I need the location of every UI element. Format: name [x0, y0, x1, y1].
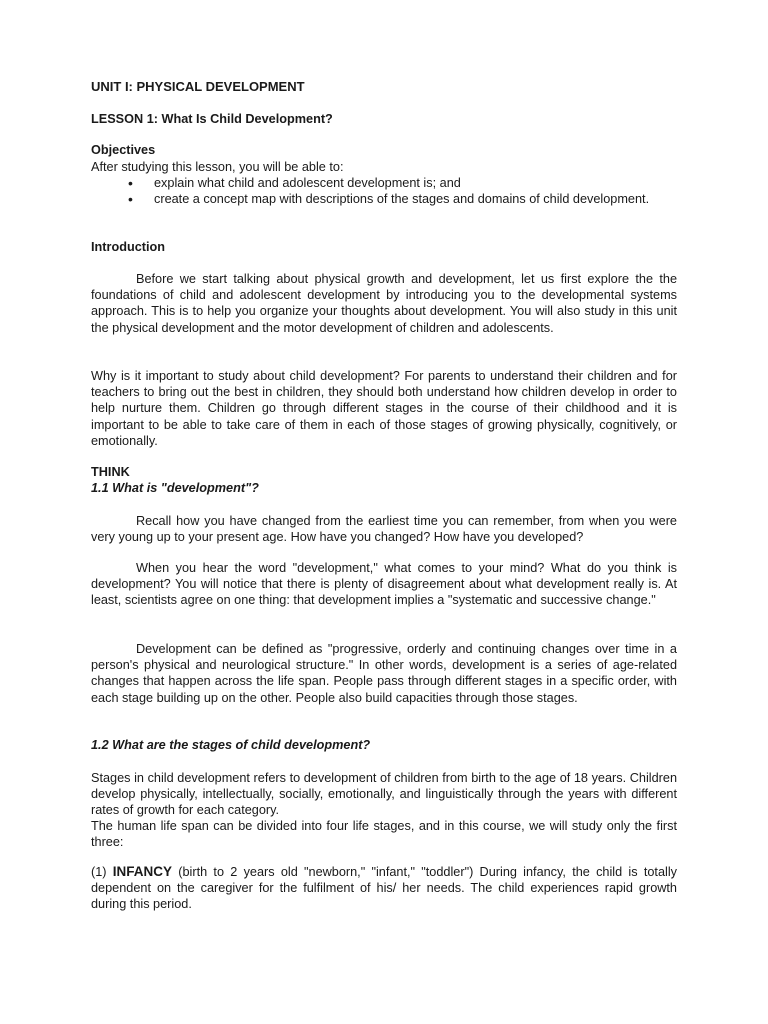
- unit-title: UNIT I: PHYSICAL DEVELOPMENT: [91, 79, 305, 94]
- stage-description: (birth to 2 years old "newborn," "infant," "toddler") During infancy, the child is totally dependent on the caregiver for the fulfilment of his/ her needs. The child experiences rapid growth during this period.: [91, 865, 677, 912]
- stages-paragraph: Stages in child development refers to development of children from birth to the age of 18 years. Children develop physically, intellectually, socially, emotionally, and linguistically through the years with different rates of growth for each category.: [91, 771, 677, 818]
- objective-item: • explain what child and adolescent development is; and: [128, 175, 461, 191]
- objective-item: • create a concept map with descriptions of the stages and domains of child development.: [128, 191, 650, 208]
- think-paragraph: When you hear the word "development," what comes to your mind? What do you think is development? You will notice that there is plenty of disagreement about what development really is. At least, scientists agree on one thing: that development implies a "systematic and successive change.": [91, 561, 677, 608]
- lesson-title: LESSON 1: What Is Child Development?: [91, 112, 333, 126]
- introduction-heading: Introduction: [91, 240, 165, 254]
- intro-paragraph: Why is it important to study about child development? For parents to understand their children and for teachers to bring out the best in children, they should both understand how children develop in order to help nurture them. Children go through different stages in the course of their childhood and it is important to be able to take care of them in each of those stages of growing physically, cognitively, or emotionally.: [91, 369, 677, 448]
- bullet-icon: •: [128, 175, 133, 191]
- objectives-list: [91, 175, 677, 207]
- stage-name: INFANCY: [112, 864, 173, 879]
- think-paragraph: Recall how you have changed from the earliest time you can remember, from when you were very young up to your present age. How have you changed? How have you developed?: [91, 514, 677, 545]
- question-heading: 1.1 What is "development"?: [91, 481, 259, 495]
- think-heading: THINK: [91, 465, 130, 479]
- life-span-paragraph: The human life span can be divided into four life stages, and in this course, we will study only the first three:: [91, 819, 677, 850]
- objectives-intro: After studying this lesson, you will be able to:: [91, 160, 344, 174]
- stage-number: (1): [91, 865, 107, 879]
- think-paragraph: Development can be defined as "progressive, orderly and continuing changes over time in a person's physical and neurological structure." In other words, development is a series of age-related changes that happen across the life span. People pass through different stages in a specific order, with each stage building up on the other. People also build capacities through those stages.: [91, 642, 677, 705]
- bullet-icon: •: [128, 191, 133, 208]
- infancy-paragraph: [91, 864, 677, 913]
- question-heading: 1.2 What are the stages of child development?: [91, 738, 371, 752]
- intro-paragraph: Before we start talking about physical growth and development, let us first explore the the foundations of child and adolescent development by introducing you to the developmental systems approach. This is to help you organize your thoughts about development. You will also study in this unit the physical development and the motor development of children and adolescents.: [91, 272, 677, 335]
- objectives-heading: Objectives: [91, 143, 156, 157]
